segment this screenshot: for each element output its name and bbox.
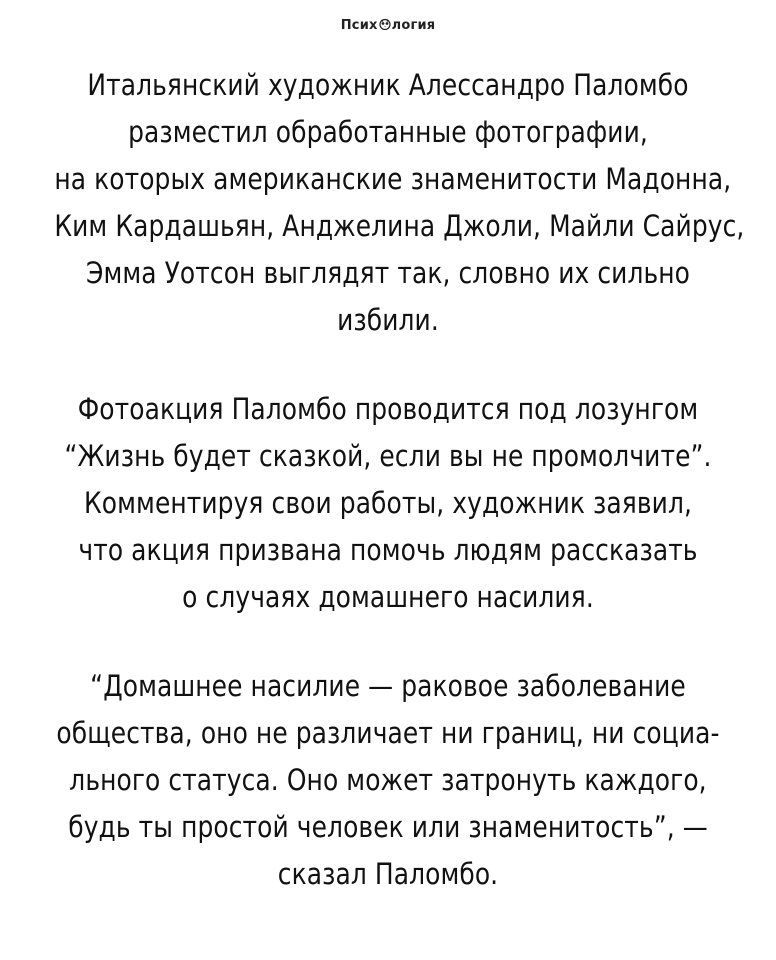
owl-icon <box>379 18 391 30</box>
text-line: Ким Кардашьян, Анджелина Джоли, Майли Сайрус, <box>54 209 745 243</box>
text-line: сказал Паломбо. <box>277 857 499 891</box>
text-line: о случаях домашнего насилия. <box>182 580 594 614</box>
paragraph-spacer <box>0 621 776 663</box>
text-line: избили. <box>337 303 439 337</box>
paragraph-spacer <box>0 344 776 386</box>
text-line: общества, оно не различает ни границ, ни социа- <box>56 716 720 750</box>
text-line: что акция призвана помочь людям рассказать <box>78 533 698 567</box>
publisher-logo <box>0 18 776 33</box>
text-line: Комментируя свои работы, художник заявил, <box>84 486 692 520</box>
text-line: “Жизнь будет сказкой, если вы не промолчите”. <box>64 439 712 473</box>
text-line: на которых американские знаменитости Мадонна, <box>54 162 732 196</box>
article-body <box>0 62 776 898</box>
text-line: Эмма Уотсон выглядят так, словно их сильно <box>85 256 691 290</box>
logo-text-left: Псих <box>340 18 378 33</box>
text-line: разместил обработанные фотографии, <box>128 115 648 149</box>
text-line: “Домашнее насилие — раковое заболевание <box>90 669 686 703</box>
paragraph-2 <box>0 386 776 621</box>
text-line: Фотоакция Паломбо проводится под лозунгом <box>77 392 699 426</box>
paragraph-1 <box>0 62 776 344</box>
logo-text-right: логия <box>391 18 436 33</box>
text-line: будь ты простой человек или знаменитость”, — <box>68 810 708 844</box>
paragraph-3-quote <box>0 663 776 898</box>
text-line: льного статуса. Оно может затронуть каждого, <box>69 763 707 797</box>
text-line: Итальянский художник Алессандро Паломбо <box>87 68 689 102</box>
